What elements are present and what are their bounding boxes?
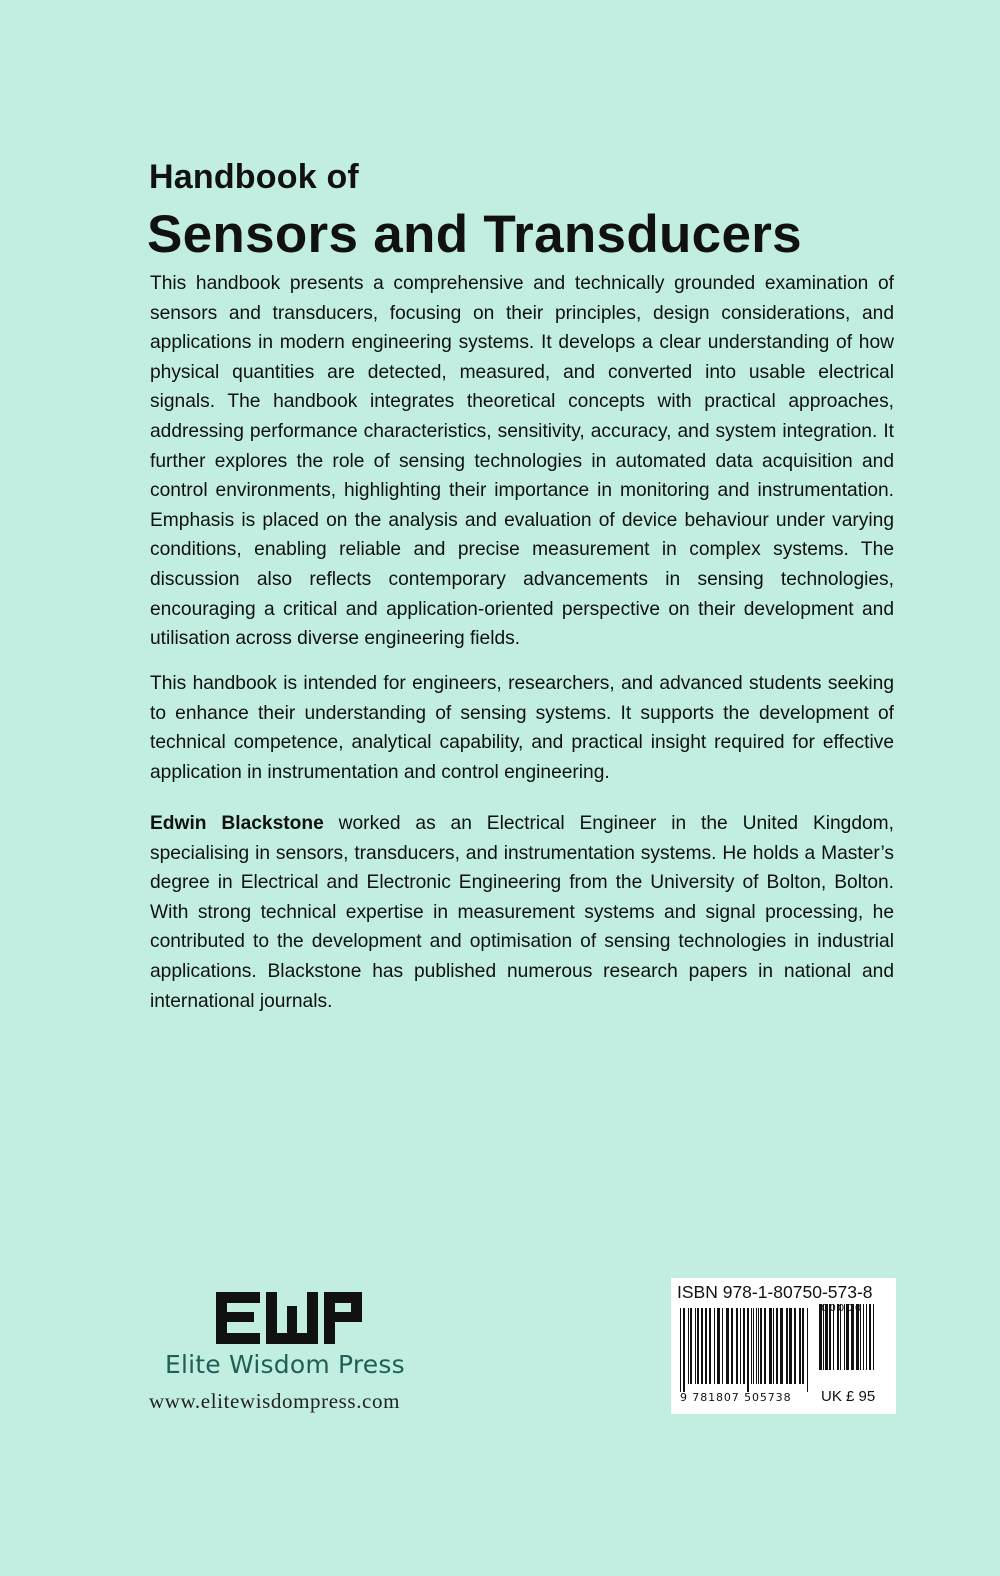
addon-barcode-icon — [819, 1304, 879, 1378]
book-title: Sensors and Transducers — [147, 205, 802, 264]
publisher-url: www.elitewisdompress.com — [149, 1389, 400, 1413]
title-prefix: Handbook of — [149, 158, 359, 196]
author-bio-text: worked as an Electrical Engineer in the United Kingdom, specialising in sensors, transducers, and instrumentation systems. He holds a Master’s degree in Electrical and Electronic Engineering from the University of Bolton, Bolton. With strong technical expertise in measurement systems and signal processing, he contributed to the development and optimisation of sensing technologies in industrial applications. Blackstone has published numerous research papers in national and international journals. — [150, 813, 894, 1012]
publisher-logo-icon — [216, 1292, 364, 1344]
isbn-label: ISBN 978-1-80750-573-8 — [677, 1282, 873, 1302]
author-bio-paragraph — [150, 809, 894, 1016]
description-paragraph: This handbook presents a comprehensive and technically grounded examination of sensors and transducers, focusing on their principles, design considerations, and applications in modern engineering systems. It develops a clear understanding of how physical quantities are detected, measured, and converted into usable electrical signals. The handbook integrates theoretical concepts with practical approaches, addressing performance characteristics, sensitivity, accuracy, and system integration. It further explores the role of sensing technologies in automated data acquisition and control environments, highlighting their importance in monitoring and instrumentation. Emphasis is placed on the analysis and evaluation of device behaviour under varying conditions, enabling reliable and precise measurement in complex systems. The discussion also reflects contemporary advancements in sensing technologies, encouraging a critical and application-oriented perspective on their development and utilisation across diverse engineering fields. — [150, 273, 894, 650]
barcode-panel — [671, 1278, 896, 1414]
publisher-name: Elite Wisdom Press — [165, 1350, 405, 1379]
audience-paragraph: This handbook is intended for engineers, researchers, and advanced students seeking to enhance their understanding of sensing systems. It supports the development of technical competence, analytical capability, and practical insight required for effective application in instrumentation and control engineering. — [150, 673, 894, 783]
ean-barcode-icon — [680, 1308, 812, 1392]
ean-digits: 9 781807 505738 — [680, 1391, 792, 1404]
addon-digits: 00000 — [821, 1303, 864, 1314]
author-name: Edwin Blackstone — [150, 813, 324, 834]
price-label: UK £ 95 — [821, 1388, 876, 1405]
